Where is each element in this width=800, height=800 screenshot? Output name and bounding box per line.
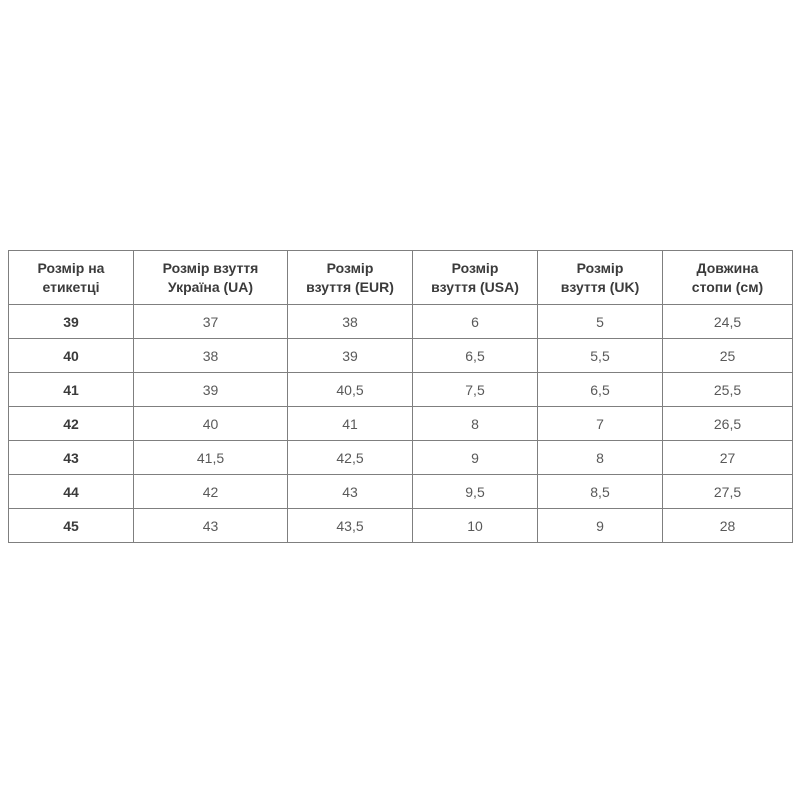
- table-cell: 8,5: [538, 475, 663, 509]
- table-cell: 39: [288, 339, 413, 373]
- column-header-line2: Україна (UA): [167, 278, 254, 295]
- table-row: [9, 475, 793, 509]
- table-row: [9, 305, 793, 339]
- table-cell: 41,5: [134, 441, 288, 475]
- table-cell: 42,5: [288, 441, 413, 475]
- table-cell: 6,5: [413, 339, 538, 373]
- table-cell: 28: [663, 509, 793, 543]
- column-header: [663, 251, 793, 305]
- table-cell: 26,5: [663, 407, 793, 441]
- table-cell: 6,5: [538, 373, 663, 407]
- table-cell: 9,5: [413, 475, 538, 509]
- table-cell: 38: [134, 339, 288, 373]
- table-row: [9, 407, 793, 441]
- table-cell: 5: [538, 305, 663, 339]
- table-header: [9, 251, 793, 305]
- row-label-cell: 40: [9, 339, 134, 373]
- table-cell: 40: [134, 407, 288, 441]
- column-header-line2: взуття (UK): [560, 278, 640, 295]
- column-header-line1: Розмір: [451, 259, 499, 276]
- column-header-line1: Розмір взуття: [162, 259, 259, 276]
- row-label-cell: 43: [9, 441, 134, 475]
- table-body: [9, 305, 793, 543]
- table-row: [9, 509, 793, 543]
- table-cell: 37: [134, 305, 288, 339]
- column-header: [134, 251, 288, 305]
- table-row: [9, 373, 793, 407]
- column-header-line1: Розмір на: [37, 259, 105, 276]
- row-label-cell: 42: [9, 407, 134, 441]
- table-cell: 43,5: [288, 509, 413, 543]
- table-cell: 7: [538, 407, 663, 441]
- table-cell: 41: [288, 407, 413, 441]
- column-header-line2: взуття (EUR): [306, 278, 394, 295]
- row-label-cell: 41: [9, 373, 134, 407]
- row-label-cell: 45: [9, 509, 134, 543]
- table-cell: 8: [413, 407, 538, 441]
- column-header-line2: стопи (см): [691, 278, 764, 295]
- column-header-line1: Розмір: [326, 259, 374, 276]
- table-cell: 27,5: [663, 475, 793, 509]
- table-cell: 42: [134, 475, 288, 509]
- column-header: [538, 251, 663, 305]
- table-cell: 38: [288, 305, 413, 339]
- table-cell: 10: [413, 509, 538, 543]
- table-cell: 39: [134, 373, 288, 407]
- table-cell: 7,5: [413, 373, 538, 407]
- table-cell: 6: [413, 305, 538, 339]
- table-cell: 5,5: [538, 339, 663, 373]
- table-cell: 40,5: [288, 373, 413, 407]
- column-header-line1: Довжина: [696, 259, 759, 276]
- column-header-line2: взуття (USA): [431, 278, 519, 295]
- header-row: [9, 251, 793, 305]
- column-header: [9, 251, 134, 305]
- table-cell: 25: [663, 339, 793, 373]
- table-cell: 24,5: [663, 305, 793, 339]
- table-cell: 43: [288, 475, 413, 509]
- table-cell: 9: [538, 509, 663, 543]
- row-label-cell: 39: [9, 305, 134, 339]
- column-header-line1: Розмір: [576, 259, 624, 276]
- table-row: [9, 339, 793, 373]
- column-header-line2: етикетці: [42, 278, 100, 295]
- shoe-size-conversion-table: [8, 250, 793, 543]
- table-cell: 43: [134, 509, 288, 543]
- table-cell: 9: [413, 441, 538, 475]
- column-header: [288, 251, 413, 305]
- table-row: [9, 441, 793, 475]
- table-cell: 27: [663, 441, 793, 475]
- column-header: [413, 251, 538, 305]
- table-cell: 25,5: [663, 373, 793, 407]
- row-label-cell: 44: [9, 475, 134, 509]
- table-cell: 8: [538, 441, 663, 475]
